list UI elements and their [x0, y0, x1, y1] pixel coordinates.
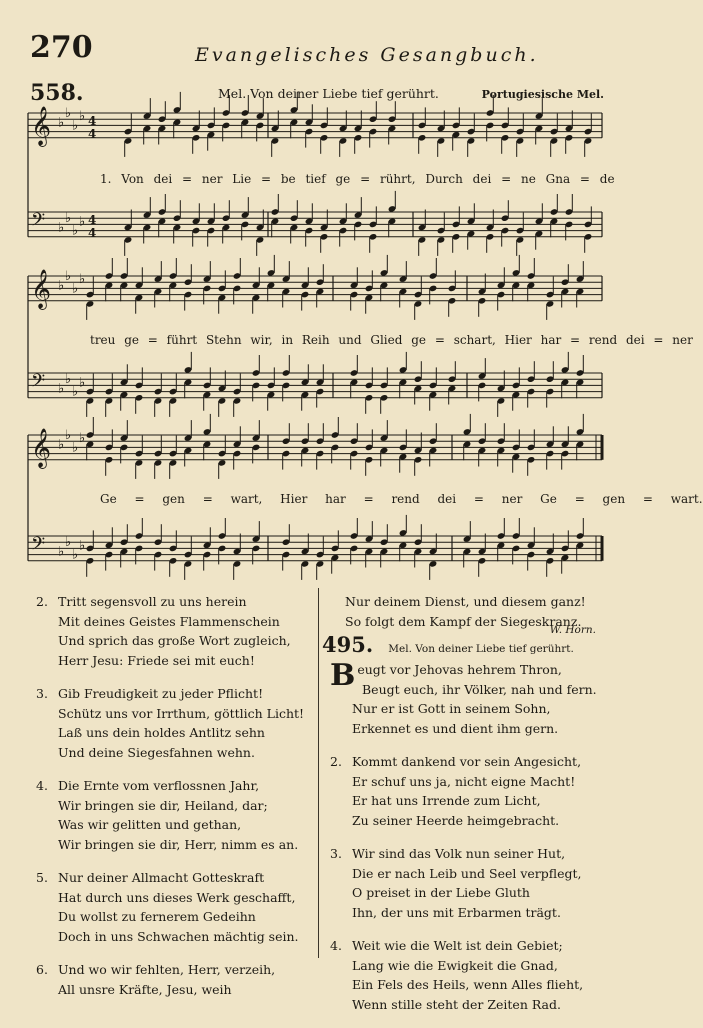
- column-divider: [318, 588, 319, 958]
- verse-number: 3.: [330, 846, 342, 861]
- verse-text: eugt vor Jehovas hehrem Thron,: [357, 662, 562, 677]
- verse-line: [36, 743, 316, 763]
- verse-number: 3.: [36, 686, 48, 701]
- verse-line: [330, 883, 630, 903]
- verse-text: Und sprich das große Wort zugleich,: [58, 633, 291, 648]
- verse-text: Und deine Siegesfahnen wehn.: [58, 744, 255, 760]
- verse-text: Tritt segensvoll zu uns herein: [58, 594, 247, 609]
- flat-sign: ♭: [58, 381, 65, 397]
- time-signature-top: 4: [88, 114, 97, 128]
- verse-number: 2.: [36, 594, 48, 609]
- time-signature-bottom: 4: [88, 226, 97, 240]
- verse-line: [330, 956, 630, 976]
- bass-clef: 𝄢: [31, 371, 46, 396]
- verses-left-column: [36, 592, 316, 1013]
- verse-text: Schütz uns vor Irrthum, göttlich Licht!: [58, 705, 305, 721]
- verse-line: [330, 680, 630, 700]
- verse-text: Wir sind das Volk nun seiner Hut,: [352, 846, 566, 861]
- verse-text: Lang wie die Ewigkeit die Gnad,: [352, 957, 558, 973]
- verse-text: Erkennet es und dient ihm gern.: [352, 720, 559, 736]
- flat-sign: ♭: [72, 281, 79, 297]
- flat-sign: ♭: [79, 375, 86, 391]
- flat-sign: ♭: [79, 109, 86, 125]
- page-number: 270: [30, 30, 93, 65]
- flat-sign: ♭: [65, 535, 72, 551]
- flat-sign: ♭: [65, 372, 72, 388]
- verse-line: [36, 815, 316, 835]
- flat-sign: ♭: [79, 538, 86, 554]
- verse-text: Doch in uns Schwachen mächtig sein.: [58, 928, 299, 944]
- verse-line: [330, 903, 630, 923]
- flat-sign: ♭: [72, 223, 79, 239]
- verse-text: Nur deiner Allmacht Gotteskraft: [58, 870, 265, 885]
- verse-text: Was wir gelitten und gethan,: [58, 817, 242, 832]
- verse-line: [330, 772, 630, 792]
- verse-line: [36, 612, 316, 632]
- hymn2-verses: [330, 660, 630, 1028]
- dropcap-letter: B: [330, 658, 356, 693]
- verse-text: Du wollst zu fernerem Gedeihn: [58, 909, 256, 924]
- verse-line: [36, 684, 316, 704]
- verse-text: Kommt dankend vor sein Angesicht,: [352, 754, 582, 769]
- stanza: [36, 960, 316, 999]
- verse-line: [330, 975, 630, 995]
- verse-text: Zu seiner Heerde heimgebracht.: [352, 812, 560, 828]
- flat-sign: ♭: [65, 269, 72, 284]
- lyrics-system-3: Ge = gen = wart, Hier har = rend dei = ner Ge = gen = wart.: [100, 492, 703, 506]
- verse-line: [36, 960, 316, 980]
- flat-sign: ♭: [58, 544, 65, 560]
- verse-text: Gib Freudigkeit zu jeder Pflicht!: [58, 686, 264, 701]
- stanza: [330, 660, 630, 738]
- verse-text: Wenn stille steht der Zeiten Rad.: [352, 996, 561, 1012]
- verse-number: 5.: [36, 870, 48, 885]
- verse-line: Nur deinem Dienst, und diesem ganz!: [345, 594, 586, 609]
- verse-text: Nur er ist Gott in seinem Sohn,: [352, 701, 551, 716]
- verse-text: Wir bringen sie dir, Herr, nimm es an.: [58, 836, 299, 852]
- flat-sign: ♭: [65, 428, 72, 443]
- flat-sign: ♭: [79, 272, 86, 288]
- verse-line: [36, 980, 316, 1000]
- verse-line: [330, 660, 630, 680]
- flat-sign: ♭: [65, 211, 72, 227]
- verse-line: So folgt dem Kampf der Siegeskranz.: [345, 613, 582, 629]
- verse-text: Hat durch uns dieses Werk geschafft,: [58, 889, 296, 905]
- lyrics-system-1: 1. Von dei = ner Lie = be tief ge = rührt, Durch dei = ne Gna = de: [100, 172, 615, 186]
- verse-line: [36, 776, 316, 796]
- verse-line: [330, 791, 630, 811]
- verse-text: Er schuf uns ja, nicht eigne Macht!: [352, 773, 576, 789]
- stanza: [36, 776, 316, 854]
- hymn2-number: 495.: [322, 632, 374, 657]
- lyrics-system-2: treu ge = führt Stehn wir, in Reih und Glied ge = schart, Hier har = rend dei = ner: [90, 333, 693, 347]
- flat-sign: ♭: [72, 118, 79, 134]
- bass-clef: 𝄢: [31, 534, 46, 559]
- verse-line: [36, 868, 316, 888]
- verse-line: [36, 631, 316, 651]
- verse-text: Die er nach Leib und Seel verpflegt,: [352, 865, 582, 881]
- running-head: Evangelisches Gesangbuch.: [195, 44, 539, 66]
- flat-sign: ♭: [79, 214, 86, 230]
- verse-text: Und wo wir fehlten, Herr, verzeih,: [58, 962, 276, 977]
- verse-text: O preiset in der Liebe Gluth: [352, 885, 530, 900]
- author: W. Horn.: [549, 624, 596, 636]
- tune-name: Portugiesische Mel.: [481, 88, 604, 101]
- flat-sign: ♭: [58, 115, 65, 131]
- flat-sign: ♭: [65, 106, 72, 121]
- verse-line: [330, 811, 630, 831]
- flat-sign: ♭: [58, 220, 65, 236]
- bass-clef: 𝄢: [31, 210, 46, 235]
- verse-line: [330, 936, 630, 956]
- stanza: [330, 844, 630, 922]
- flat-sign: ♭: [79, 431, 86, 447]
- verse-line: [330, 995, 630, 1015]
- hymn2-melody-note: Mel. Von deiner Liebe tief gerührt.: [388, 643, 574, 655]
- verse-line: [36, 796, 316, 816]
- time-signature-top: 4: [88, 213, 97, 227]
- verse-text: Beugt euch, ihr Völker, nah und fern.: [362, 681, 597, 697]
- verse-line: [36, 835, 316, 855]
- verse-text: Herr Jesu: Friede sei mit euch!: [58, 652, 255, 668]
- verse-text: Ein Fels des Heils, wenn Alles flieht,: [352, 977, 584, 992]
- verse-line: [36, 723, 316, 743]
- verse-number: 4.: [330, 938, 342, 953]
- stanza: [36, 868, 316, 946]
- verse-line: [36, 592, 316, 612]
- treble-clef: 𝄞: [31, 106, 52, 146]
- verse-line: [36, 651, 316, 671]
- verse-line: [36, 888, 316, 908]
- flat-sign: ♭: [58, 278, 65, 294]
- verse-text: Laß uns dein holdes Antlitz sehn: [58, 725, 265, 740]
- verse-line: [330, 844, 630, 864]
- time-signature-bottom: 4: [88, 127, 97, 141]
- verse-line: [330, 719, 630, 739]
- verse-line: [330, 864, 630, 884]
- flat-sign: ♭: [58, 437, 65, 453]
- hymn2-header: [322, 632, 574, 657]
- treble-clef: 𝄞: [31, 269, 52, 309]
- verse-text: Wir bringen sie dir, Heiland, dar;: [58, 797, 268, 813]
- stanza: [330, 752, 630, 830]
- verse-text: Mit deines Geistes Flammenschein: [58, 613, 280, 629]
- verse-text: Weit wie die Welt ist dein Gebiet;: [352, 938, 563, 953]
- verse-line: [36, 907, 316, 927]
- stanza: [36, 592, 316, 670]
- verse-line: [36, 704, 316, 724]
- verse-number: 2.: [330, 754, 342, 769]
- verse-text: All unsre Kräfte, Jesu, weih: [58, 981, 232, 997]
- stanza: [36, 684, 316, 762]
- flat-sign: ♭: [72, 547, 79, 563]
- treble-clef: 𝄞: [31, 428, 52, 468]
- hymn-number: 558.: [30, 80, 84, 106]
- verse-line: [36, 927, 316, 947]
- verse-number: 4.: [36, 778, 48, 793]
- stanza: [330, 936, 630, 1014]
- verse-text: Er hat uns Irrende zum Licht,: [352, 793, 541, 808]
- melody-note: Mel. Von deiner Liebe tief gerührt.: [218, 86, 439, 101]
- flat-sign: ♭: [72, 440, 79, 456]
- verse-number: 6.: [36, 962, 48, 977]
- verse-text: Die Ernte vom verflossnen Jahr,: [58, 778, 260, 793]
- verse-line: [330, 752, 630, 772]
- flat-sign: ♭: [72, 384, 79, 400]
- verse-text: Ihn, der uns mit Erbarmen trägt.: [352, 904, 561, 920]
- verse-line: [330, 699, 630, 719]
